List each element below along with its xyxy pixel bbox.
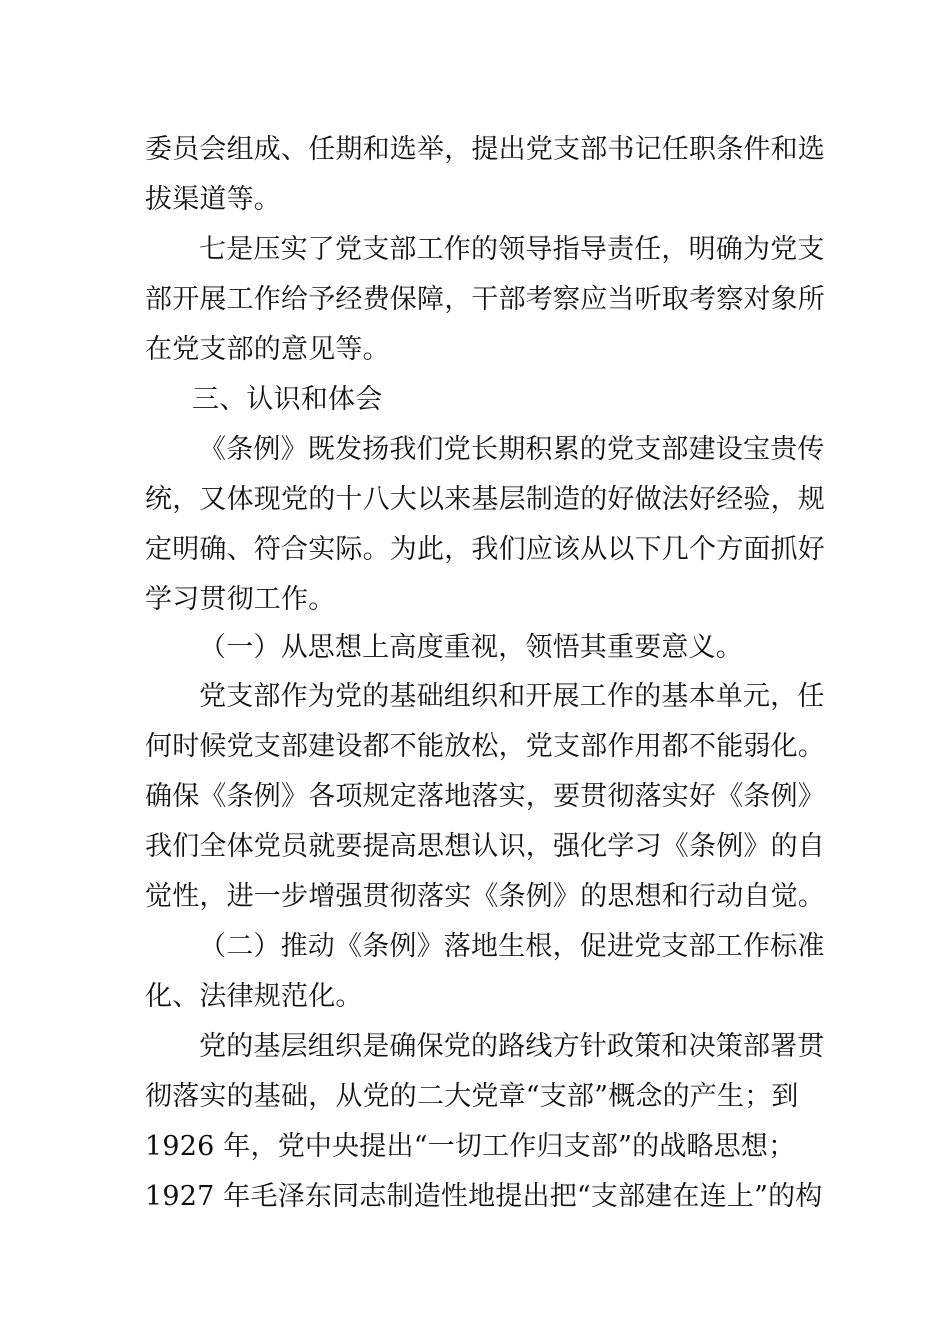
text-line: 党支部作为党的基础组织和开展工作的基本单元，任 bbox=[199, 681, 825, 712]
text-line: 1926 年，党中央提出“一切工作归支部”的战略思想； bbox=[145, 1131, 796, 1162]
text-line: 拔渠道等。 bbox=[145, 184, 281, 215]
text-line: 1927 年毛泽东同志制造性地提出把“支部建在连上”的构 bbox=[145, 1181, 823, 1212]
text-line: 定明确、符合实际。为此，我们应该从以下几个方面抓好 bbox=[145, 534, 825, 565]
text-line: 统，又体现党的十八大以来基层制造的好做法好经验，规 bbox=[145, 484, 825, 515]
text-line: 确保《条例》各项规定落地落实，要贯彻落实好《条例》 bbox=[145, 781, 825, 812]
text-line: 在党支部的意见等。 bbox=[145, 334, 390, 365]
subsection-heading: （二）推动《条例》落地生根，促进党支部工作标准 bbox=[199, 931, 825, 962]
section-heading: 三、认识和体会 bbox=[192, 384, 383, 415]
text-line: 觉性，进一步增强贯彻落实《条例》的思想和行动自觉。 bbox=[145, 881, 825, 912]
text-line: 部开展工作给予经费保障，干部考察应当听取考察对象所 bbox=[145, 284, 825, 315]
text-line: 彻落实的基础，从党的二大党章“支部”概念的产生；到 bbox=[145, 1081, 799, 1112]
text-line: 我们全体党员就要提高思想认识，强化学习《条例》的自 bbox=[145, 831, 825, 862]
text-line: 《条例》既发扬我们党长期积累的党支部建设宝贵传 bbox=[199, 434, 825, 465]
text-line: 委员会组成、任期和选举，提出党支部书记任职条件和选 bbox=[145, 134, 825, 165]
text-line: 化、法律规范化。 bbox=[145, 981, 363, 1012]
subsection-heading: （一）从思想上高度重视，领悟其重要意义。 bbox=[199, 632, 743, 663]
text-line: 七是压实了党支部工作的领导指导责任，明确为党支 bbox=[199, 234, 825, 265]
text-line: 党的基层组织是确保党的路线方针政策和决策部署贯 bbox=[199, 1031, 825, 1062]
text-line: 何时候党支部建设都不能放松，党支部作用都不能弱化。 bbox=[145, 731, 825, 762]
text-line: 学习贯彻工作。 bbox=[145, 584, 336, 615]
